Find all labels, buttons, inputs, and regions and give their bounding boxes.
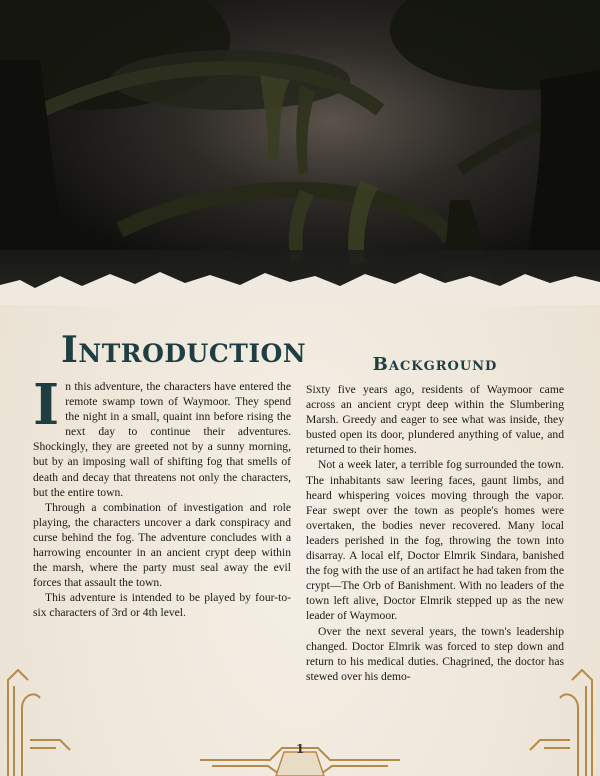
background-paragraph: Not a week later, a terrible fog surrounded the town. The inhabitants saw leering faces, gaunt limbs, and heard whispering voices moving through the vapor. Fear swept over the town as people's homes were overtaken, the bodies never recovered. Many local leaders perished in the fog, throwing the town into disarray. A local elf, Doctor Elmrik Sindara, banished the fog with the use of an artifact he had taken from the crypt—The Orb of Banishment. With no leaders of the town left alive, Doctor Elmrik stepped up as the new leader of Waymoor. bbox=[306, 458, 564, 623]
background-paragraph: Sixty five years ago, residents of Waymoor came across an ancient crypt deep within the Slumbering Marsh. Greedy and eager to see what was inside, they busted open its door, plundered anything of value, and returned to their homes. bbox=[306, 383, 564, 457]
background-paragraph: Over the next several years, the town's leadership changed. Doctor Elmrik was forced to step down and return to his medical duties. Chagrined, the doctor has stewed over his demo- bbox=[306, 624, 564, 683]
background-heading: Background bbox=[372, 354, 498, 375]
page-number: 1 bbox=[295, 742, 305, 756]
intro-paragraph: Through a combination of investigation and role playing, the characters uncover a dark conspiracy and curse behind the fog. The adventure concludes with a harrowing encounter in an ancient crypt deep within the marsh, where the party must seal away the evil forces that assault the town. bbox=[33, 500, 291, 590]
intro-column bbox=[33, 328, 307, 621]
background-column bbox=[306, 382, 564, 684]
intro-paragraph-text: n this adventure, the characters have entered the remote swamp town of Waymoor. They spend the night in a small, quaint inn before rising the next day to continue their adventures. Shockingly, they are greeted not by a sunny morning, but by an imposing wall of shifting fog that smells of death and decay that threatens not only the characters, but the entire town. bbox=[33, 380, 291, 499]
intro-paragraph bbox=[33, 372, 291, 500]
drop-cap: I bbox=[33, 372, 60, 438]
swamp-header-illustration bbox=[0, 0, 600, 305]
footer-ornament bbox=[0, 660, 600, 776]
page-title: Introduction bbox=[61, 329, 307, 371]
intro-paragraph: This adventure is intended to be played by four-to-six characters of 3rd or 4th level. bbox=[33, 591, 291, 620]
